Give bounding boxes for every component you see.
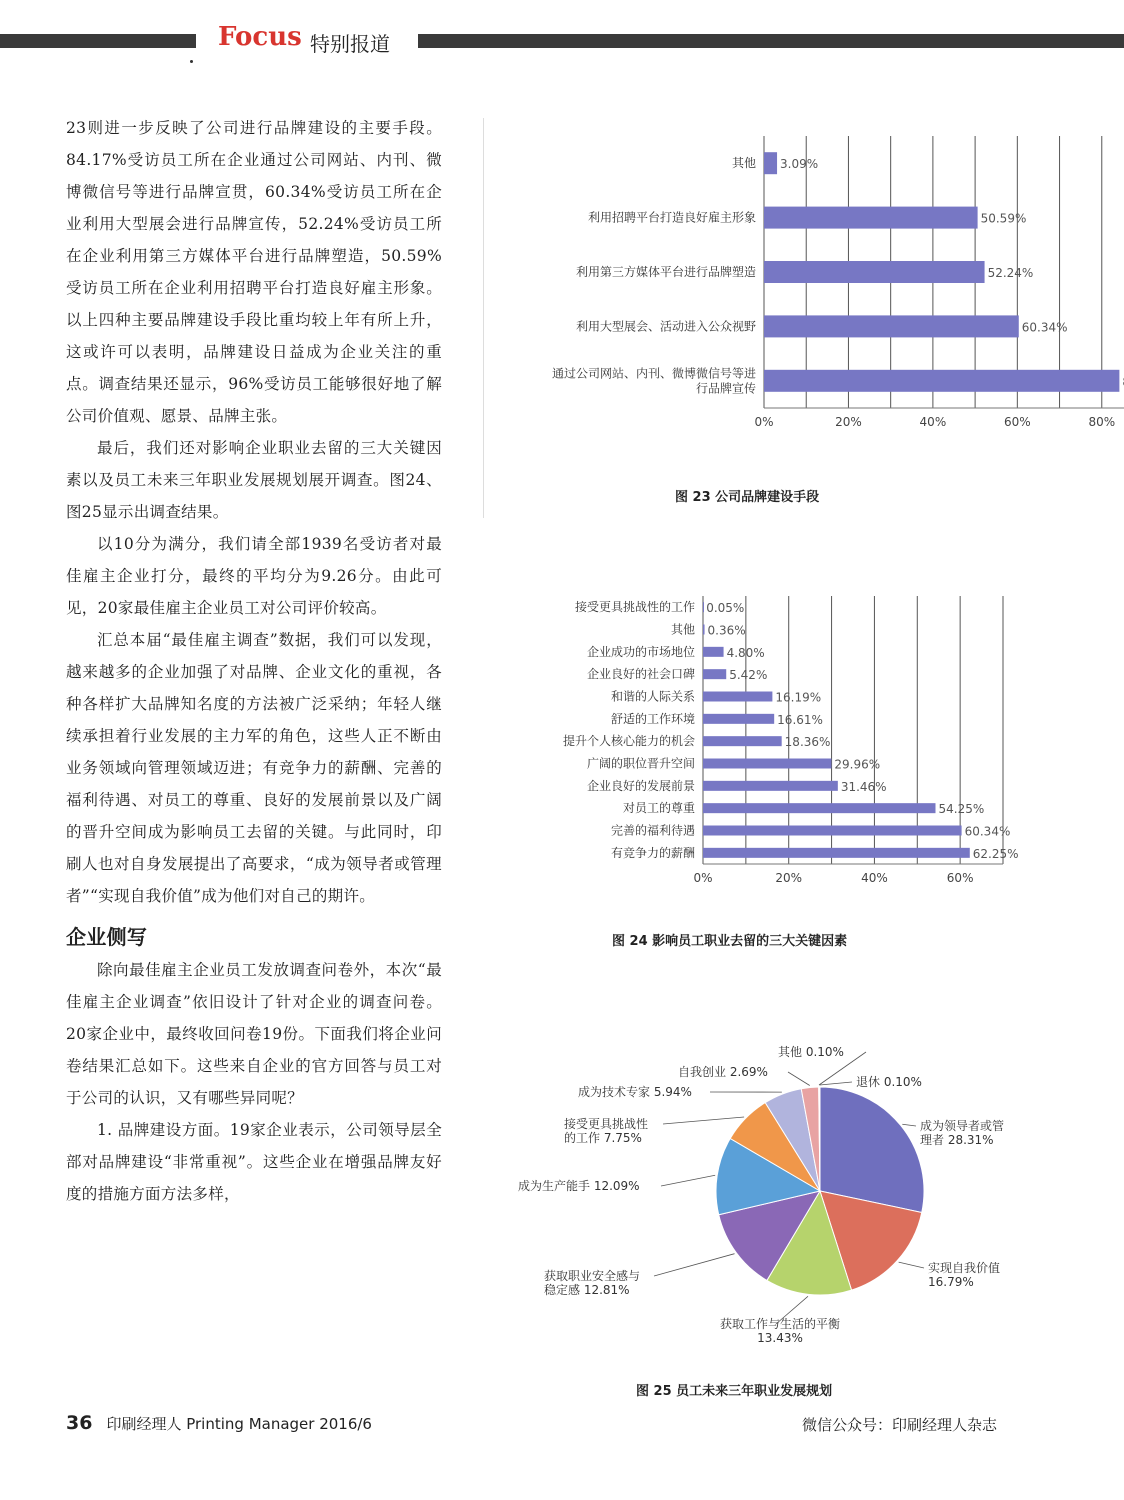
paragraph-3: 以10分为满分，我们请全部1939名受访者对最佳雇主企业打分，最终的平均分为9.26分。由此可见，20家最佳雇主企业员工对公司评价较高。	[66, 535, 442, 617]
paragraph-6: 1. 品牌建设方面。19家企业表示，公司领导层全部对品牌建设“非常重视”。这些企业在增强品牌友好度的措施方面方法多样，	[66, 1121, 442, 1203]
category-label: 广阔的职位晋升空间	[586, 756, 695, 771]
article-column	[66, 112, 442, 1210]
slice-label: 成为技术专家 5.94%	[578, 1085, 692, 1099]
tick-label: 40%	[919, 415, 947, 429]
pie-slice	[819, 1087, 820, 1191]
category-label: 利用大型展会、活动进入公众视野	[575, 319, 756, 334]
value-label: 16.19%	[775, 690, 822, 705]
pie-svg	[500, 1038, 1080, 1360]
paragraph-2: 最后，我们还对影响企业职业去留的三大关键因素以及员工未来三年职业发展规划展开调查。图24、图25显示出调查结果。	[66, 439, 442, 521]
tick-label: 40%	[861, 871, 888, 885]
value-label: 4.80%	[726, 645, 765, 660]
value-label: 0.36%	[707, 623, 746, 638]
bar	[764, 370, 1119, 392]
value-label: 29.96%	[834, 757, 881, 772]
chart-brand-building	[500, 130, 1116, 460]
category-label: 舒适的工作环境	[610, 711, 695, 726]
tick-label: 80%	[1088, 415, 1116, 429]
category-label: 利用第三方媒体平台进行品牌塑造	[575, 265, 756, 279]
slice-label: 获取工作与生活的平衡	[719, 1317, 841, 1331]
value-label: 31.46%	[840, 779, 887, 794]
leader-line	[654, 1254, 735, 1276]
chart-career-plan	[500, 1038, 1080, 1360]
bar	[764, 315, 1019, 337]
pie-slice	[820, 1087, 924, 1212]
slice-label: 成为生产能手 12.09%	[518, 1179, 640, 1193]
leader-line	[788, 1072, 810, 1085]
magazine-name: 印刷经理人 Printing Manager 2016/6	[106, 1415, 372, 1433]
bar	[703, 692, 772, 702]
chart-svg	[500, 592, 1080, 902]
slice-label: 理者 28.31%	[920, 1133, 994, 1147]
slice-label: 的工作 7.75%	[564, 1131, 642, 1145]
slice-label: 获取职业安全感与	[544, 1269, 641, 1283]
category-label: 通过公司网站、内刊、微博微信号等进	[551, 366, 756, 381]
bar	[703, 781, 838, 791]
category-label: 企业成功的市场地位	[586, 644, 695, 659]
category-label: 接受更具挑战性的工作	[574, 600, 695, 615]
section-label: 特别报道	[310, 32, 390, 56]
category-label: 提升个人核心能力的机会	[562, 734, 695, 749]
bar	[703, 803, 936, 813]
slice-label: 自我创业 2.69%	[678, 1065, 768, 1079]
bar	[703, 602, 704, 612]
header-dot	[190, 60, 193, 63]
bar	[703, 848, 970, 858]
category-label: 行品牌宣传	[695, 381, 756, 396]
tick-label: 20%	[835, 415, 862, 429]
category-label: 完善的福利待遇	[610, 823, 695, 838]
slice-label: 其他 0.10%	[778, 1045, 844, 1059]
bar	[703, 826, 962, 836]
chart-24-caption: 图 24 影响员工职业去留的三大关键因素	[612, 934, 848, 949]
paragraph-4: 汇总本届“最佳雇主调查”数据，我们可以发现，越来越多的企业加强了对品牌、企业文化的重视，各种各样扩大品牌知名度的方法被广泛采纳；年轻人继续承担着行业发展的主力军的角色，这些人正不断由业务领域向管理领域迈进；有竞争力的薪酬、完善的福利待遇、对员工的尊重、良好的发展前景以及广阔的晋升空间成为影响员工去留的关键。与此同时，印刷人也对自身发展提出了高要求，“成为领导者或管理者”“实现自我价值”成为他们对自己的期许。	[66, 631, 442, 905]
page-header	[0, 22, 1124, 56]
chart-retention-factors	[500, 592, 1080, 902]
category-label: 有竞争力的薪酬	[610, 845, 695, 860]
header-bar-left	[0, 34, 196, 48]
chart-23-caption: 图 23 公司品牌建设手段	[675, 490, 820, 505]
category-label: 企业良好的发展前景	[586, 778, 695, 793]
value-label: 0.05%	[706, 601, 745, 616]
value-label: 60.34%	[1021, 320, 1068, 335]
bar	[764, 207, 978, 229]
chart-svg	[500, 130, 1116, 460]
category-label: 对员工的尊重	[622, 801, 695, 816]
slice-label: 接受更具挑战性	[564, 1117, 649, 1131]
tick-label: 60%	[1003, 415, 1031, 429]
paragraph-1: 23则进一步反映了公司进行品牌建设的主要手段。84.17%受访员工所在企业通过公司网站、内刊、微博微信号等进行品牌宣贯，60.34%受访员工所在企业利用大型展会进行品牌宣传，52.24%受访员工所在企业利用第三方媒体平台进行品牌塑造，50.59%受访员工所在企业利用招聘平台打造良好雇主形象。以上四种主要品牌建设手段比重均较上年有所上升，这或许可以表明，品牌建设日益成为企业关注的重点。调查结果还显示，96%受访员工能够很好地了解公司价值观、愿景、品牌主张。	[66, 119, 442, 425]
tick-label: 0%	[754, 415, 774, 429]
leader-line	[663, 1117, 744, 1124]
tick-label: 60%	[946, 871, 974, 885]
slice-label: 16.79%	[928, 1275, 974, 1289]
value-label: 60.34%	[964, 824, 1011, 839]
leader-line	[820, 1082, 852, 1085]
leader-line	[661, 1175, 715, 1186]
footer-wechat: 微信公众号：印刷经理人杂志	[802, 1416, 998, 1434]
value-label: 50.59%	[980, 211, 1027, 226]
page-number: 36	[66, 1412, 93, 1434]
slice-label: 实现自我价值	[928, 1261, 1001, 1275]
bar	[703, 625, 705, 635]
bar	[703, 736, 782, 746]
tick-label: 0%	[693, 871, 713, 885]
value-label: 54.25%	[938, 802, 985, 817]
bar	[703, 669, 726, 679]
leader-line	[902, 1124, 916, 1126]
value-label: 5.42%	[729, 668, 768, 683]
bar	[703, 647, 724, 657]
category-label: 其他	[731, 156, 756, 171]
header-bar-right	[418, 34, 1124, 48]
leader-line	[899, 1262, 924, 1268]
section-heading: 企业侧写	[66, 925, 148, 949]
category-label: 利用招聘平台打造良好雇主形象	[587, 210, 756, 225]
category-label: 和谐的人际关系	[610, 689, 695, 704]
bar	[764, 152, 777, 174]
slice-label: 成为领导者或管	[920, 1119, 1005, 1133]
column-divider	[483, 118, 484, 518]
chart-25-caption: 图 25 员工未来三年职业发展规划	[636, 1384, 833, 1399]
category-label: 企业良好的社会口碑	[586, 667, 695, 682]
bar	[764, 261, 985, 283]
tick-label: 20%	[775, 871, 803, 885]
slice-label: 退休 0.10%	[856, 1075, 922, 1089]
value-label: 62.25%	[972, 846, 1019, 861]
bar	[703, 714, 774, 724]
focus-label: Focus	[218, 22, 302, 52]
value-label: 52.24%	[987, 266, 1034, 280]
bar	[703, 759, 831, 769]
slice-label: 13.43%	[757, 1331, 803, 1345]
value-label: 16.61%	[777, 712, 823, 727]
paragraph-5: 除向最佳雇主企业员工发放调查问卷外，本次“最佳雇主企业调查”依旧设计了针对企业的调查问卷。20家企业中，最终收回问卷19份。下面我们将企业问卷结果汇总如下。这些来自企业的官方回答与员工对于公司的认识，又有哪些异同呢？	[66, 961, 442, 1107]
footer-left	[66, 1412, 372, 1434]
value-label: 3.09%	[780, 157, 819, 172]
category-label: 其他	[670, 622, 695, 637]
value-label: 18.36%	[784, 735, 831, 750]
slice-label: 稳定感 12.81%	[544, 1283, 630, 1297]
